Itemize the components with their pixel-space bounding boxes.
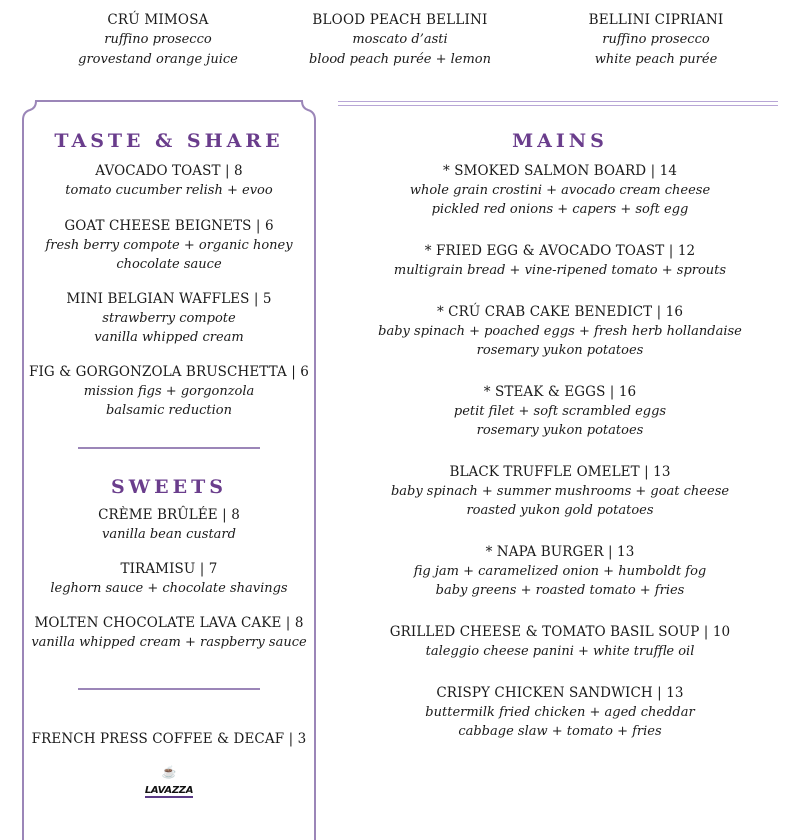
- menu-item: [24, 290, 314, 347]
- menu-item: [340, 162, 780, 219]
- section-title-mains: MAINS: [512, 130, 608, 152]
- item-name: MOLTEN CHOCOLATE LAVA CAKE | 8: [34, 615, 304, 631]
- menu-item: [340, 684, 780, 741]
- item-desc: mission figs + gorgonzola: [83, 384, 255, 399]
- item-desc: fig jam + caramelized onion + humboldt fog: [413, 564, 707, 579]
- item-name: MINI BELGIAN WAFFLES | 5: [66, 291, 272, 307]
- menu-item: [24, 614, 314, 652]
- cocktail-row: [0, 10, 792, 80]
- item-desc: chocolate sauce: [116, 257, 222, 272]
- item-desc: vanilla whipped cream + raspberry sauce: [31, 635, 307, 650]
- menu-item: [340, 242, 780, 280]
- menu-item: [24, 560, 314, 598]
- item-desc: roasted yukon gold potatoes: [466, 503, 654, 518]
- item-desc: vanilla whipped cream: [94, 330, 244, 345]
- item-desc: cabbage slaw + tomato + fries: [458, 724, 662, 739]
- item-desc: fresh berry compote + organic honey: [45, 238, 293, 253]
- item-desc: strawberry compote: [102, 311, 236, 326]
- item-name: * NAPA BURGER | 13: [485, 544, 635, 560]
- item-name: GOAT CHEESE BEIGNETS | 6: [64, 218, 274, 234]
- cocktail-desc: ruffino prosecco: [602, 32, 710, 47]
- menu-item: [340, 463, 780, 520]
- item-name: FIG & GORGONZOLA BRUSCHETTA | 6: [29, 364, 309, 380]
- section-title-sweets: SWEETS: [111, 476, 227, 498]
- item-name: * SMOKED SALMON BOARD | 14: [442, 163, 678, 179]
- item-name: * FRIED EGG & AVOCADO TOAST | 12: [424, 243, 696, 259]
- item-desc: baby spinach + poached eggs + fresh herb hollandaise: [378, 324, 742, 339]
- logo-wordmark: LAVAZZA: [144, 785, 194, 796]
- item-desc: taleggio cheese panini + white truffle oil: [425, 644, 695, 659]
- right-column: [340, 100, 780, 741]
- cocktail-cru-mimosa: [28, 10, 288, 70]
- menu-item: [340, 623, 780, 661]
- cocktail-desc: white peach purée: [594, 52, 718, 67]
- item-desc: baby greens + roasted tomato + fries: [435, 583, 685, 598]
- cocktail-name: CRÚ MIMOSA: [107, 12, 209, 28]
- menu-item: [24, 162, 314, 200]
- item-desc: rosemary yukon potatoes: [476, 423, 644, 438]
- item-name: CRÈME BRÛLÉE | 8: [98, 507, 240, 523]
- item-desc: rosemary yukon potatoes: [476, 343, 644, 358]
- item-desc: tomato cucumber relish + evoo: [65, 183, 273, 198]
- item-desc: pickled red onions + capers + soft egg: [431, 202, 689, 217]
- item-name: * CRÚ CRAB CAKE BENEDICT | 16: [436, 304, 684, 320]
- section-divider: [78, 688, 260, 690]
- item-desc: multigrain bread + vine-ripened tomato + sprouts: [393, 263, 727, 278]
- item-name: FRENCH PRESS COFFEE & DECAF | 3: [31, 731, 307, 747]
- menu-item: [24, 363, 314, 420]
- menu-item: [340, 303, 780, 360]
- section-title-taste-share: TASTE & SHARE: [54, 130, 284, 152]
- section-divider: [78, 447, 260, 449]
- cocktail-desc: moscato d’asti: [352, 32, 448, 47]
- item-desc: leghorn sauce + chocolate shavings: [50, 581, 288, 596]
- item-desc: vanilla bean custard: [102, 527, 236, 542]
- item-name: AVOCADO TOAST | 8: [95, 163, 243, 179]
- item-name: TIRAMISU | 7: [120, 561, 218, 577]
- menu-item: [24, 217, 314, 274]
- item-desc: baby spinach + summer mushrooms + goat cheese: [390, 484, 730, 499]
- cocktail-name: BELLINI CIPRIANI: [588, 12, 724, 28]
- cocktail-desc: grovestand orange juice: [78, 52, 238, 67]
- cocktail-name: BLOOD PEACH BELLINI: [312, 12, 488, 28]
- item-name: CRISPY CHICKEN SANDWICH | 13: [436, 685, 684, 701]
- menu-item-coffee: [24, 730, 314, 749]
- item-name: * STEAK & EGGS | 16: [483, 384, 637, 400]
- menu-item: [24, 506, 314, 544]
- lavazza-logo: [143, 766, 195, 796]
- cocktail-desc: blood peach purée + lemon: [309, 52, 491, 67]
- cocktail-blood-peach-bellini: [270, 10, 530, 70]
- item-name: GRILLED CHEESE & TOMATO BASIL SOUP | 10: [389, 624, 731, 640]
- left-column: [24, 100, 314, 749]
- item-desc: whole grain crostini + avocado cream cheese: [409, 183, 711, 198]
- item-desc: petit filet + soft scrambled eggs: [453, 404, 667, 419]
- item-desc: buttermilk fried chicken + aged cheddar: [425, 705, 695, 720]
- menu-item: [340, 383, 780, 440]
- cocktail-bellini-cipriani: [526, 10, 786, 70]
- item-name: BLACK TRUFFLE OMELET | 13: [449, 464, 671, 480]
- item-desc: balsamic reduction: [105, 403, 232, 418]
- coffee-cup-icon: ☕: [161, 765, 177, 779]
- cocktail-desc: ruffino prosecco: [104, 32, 212, 47]
- menu-item: [340, 543, 780, 600]
